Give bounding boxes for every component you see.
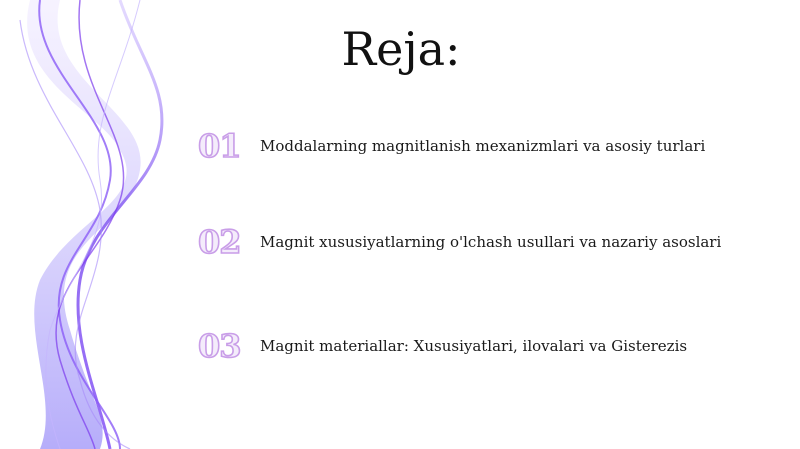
agenda-number-3: 03 xyxy=(198,327,241,365)
slide-title-text: Reja: xyxy=(341,22,461,76)
agenda-text-1: Moddalarning magnitlanish mexanizmlari va asosiy turlari xyxy=(260,137,706,155)
agenda-text-3: Magnit materiallar: Xususiyatlari, ilovalari va Gisterezis xyxy=(260,337,688,355)
agenda-item-1 xyxy=(198,126,778,166)
agenda-item-3 xyxy=(198,326,778,366)
agenda-text-2: Magnit xususiyatlarning o'lchash usullari va nazariy asoslari xyxy=(260,233,722,251)
slide-title xyxy=(0,22,800,76)
agenda-item-2 xyxy=(198,222,778,262)
agenda-number-1: 01 xyxy=(198,127,241,165)
agenda-number-2: 02 xyxy=(198,223,241,261)
